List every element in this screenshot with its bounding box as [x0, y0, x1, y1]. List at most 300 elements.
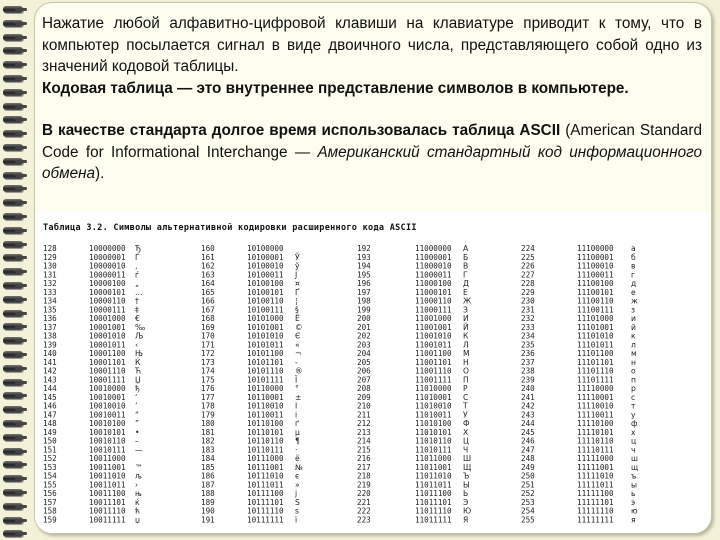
- table-char: и: [631, 314, 636, 323]
- table-code: 146: [43, 401, 57, 411]
- table-code: 182: [201, 436, 215, 446]
- table-code: 170: [201, 331, 215, 341]
- table-binary: 10000001: [89, 252, 126, 262]
- table-code: 133: [43, 287, 57, 297]
- binding-ring: [3, 268, 23, 275]
- table-code: 167: [201, 305, 215, 315]
- table-binary: 10100111: [247, 305, 284, 315]
- table-code: 199: [357, 305, 371, 315]
- binding-ring: [3, 434, 23, 441]
- table-char: І: [295, 401, 298, 411]
- table-binary: 11010101: [415, 427, 452, 437]
- table-binary: 10110111: [247, 445, 284, 455]
- table-binary: 10111011: [247, 480, 284, 490]
- table-char: •: [135, 427, 140, 437]
- table-char: ±: [295, 392, 302, 402]
- table-binary: 11110111: [577, 445, 614, 455]
- table-code: 189: [201, 497, 215, 507]
- table-code: 193: [357, 252, 371, 262]
- table-char: Ш: [463, 454, 472, 463]
- table-code: 200: [357, 314, 371, 323]
- table-char: ф: [631, 419, 638, 428]
- table-binary: 10101100: [247, 349, 284, 358]
- table-binary: 11100000: [577, 244, 614, 253]
- binding-ring: [3, 75, 23, 82]
- table-char: ќ: [135, 497, 140, 507]
- table-char: ¶: [295, 436, 300, 446]
- table-char: е: [631, 287, 636, 297]
- table-char: ¬: [295, 349, 302, 358]
- table-binary: 11010111: [415, 445, 452, 455]
- table-char: й: [631, 322, 636, 332]
- table-code: 230: [521, 296, 535, 306]
- table-binary: 10001101: [89, 357, 126, 367]
- table-code: 208: [357, 384, 371, 393]
- table-binary: 11000010: [415, 261, 452, 271]
- table-code: 237: [521, 357, 535, 367]
- table-binary: 10011110: [89, 506, 126, 516]
- table-code: 135: [43, 305, 57, 315]
- definition-paragraph: Кодовая таблица — это внутреннее представление символов в компьютере.: [42, 79, 629, 97]
- table-binary: 11000000: [415, 244, 452, 253]
- table-char: Ё: [295, 314, 300, 323]
- table-binary: 11100111: [577, 305, 614, 315]
- table-char: З: [463, 305, 468, 315]
- table-char: ж: [631, 296, 638, 306]
- table-binary: 10001111: [89, 375, 126, 385]
- table-binary: 10110000: [247, 384, 284, 393]
- table-binary: 10000110: [89, 296, 126, 306]
- table-code: 198: [357, 296, 371, 306]
- table-char: ‡: [135, 305, 139, 315]
- binding-ring: [3, 199, 23, 206]
- table-code: 214: [357, 436, 371, 446]
- table-char: С: [463, 392, 469, 402]
- table-char: о: [631, 366, 636, 376]
- table-char: г: [631, 270, 635, 280]
- table-code: 180: [201, 419, 215, 428]
- table-binary: 10111101: [247, 497, 284, 507]
- table-code: 144: [43, 384, 57, 393]
- table-code: 254: [521, 506, 535, 516]
- table-code: 246: [521, 436, 535, 446]
- table-binary: 10011001: [89, 462, 126, 472]
- ascii-table-image: [35, 211, 711, 533]
- table-binary: 10101101: [247, 357, 284, 367]
- table-binary: 10010110: [89, 436, 126, 446]
- table-code: 188: [201, 489, 215, 498]
- table-code: 226: [521, 261, 535, 271]
- table-char: з: [631, 305, 636, 315]
- table-binary: 10001000: [89, 314, 126, 323]
- table-char: ю: [631, 506, 638, 516]
- table-code: 153: [43, 462, 57, 472]
- table-char: џ: [135, 515, 140, 525]
- table-binary: 10011000: [89, 454, 126, 463]
- binding-ring: [3, 116, 23, 123]
- table-char: в: [631, 261, 636, 271]
- table-binary: 11100110: [577, 296, 614, 306]
- table-code: 215: [357, 445, 371, 455]
- table-code: 240: [521, 384, 535, 393]
- binding-ring: [3, 89, 23, 96]
- table-code: 233: [521, 322, 535, 332]
- table-char: Ј: [295, 270, 298, 280]
- table-code: 194: [357, 261, 371, 271]
- table-binary: 11000100: [415, 279, 452, 288]
- table-code: 131: [43, 270, 57, 280]
- table-code: 248: [521, 454, 535, 463]
- binding-ring: [3, 365, 23, 372]
- ascii-translation: Американский стандартный код информационного обмена: [42, 143, 702, 182]
- table-binary: 10110110: [247, 436, 284, 446]
- table-code: 191: [201, 515, 215, 525]
- binding-ring: [3, 379, 23, 386]
- table-char: Ж: [463, 296, 472, 306]
- table-char: Ф: [463, 419, 470, 428]
- table-code: 128: [43, 244, 57, 253]
- binding-ring: [3, 213, 23, 220]
- binding-ring: [3, 323, 23, 330]
- table-char: Ѕ: [295, 497, 300, 507]
- table-char: Џ: [135, 375, 141, 385]
- table-char: §: [295, 305, 299, 315]
- table-char: Х: [463, 427, 469, 437]
- table-code: 147: [43, 410, 57, 420]
- table-char: …: [135, 287, 143, 297]
- table-char: Ь: [463, 489, 469, 498]
- table-binary: 11110001: [577, 392, 614, 402]
- table-code: 250: [521, 471, 535, 481]
- table-char: А: [463, 244, 469, 253]
- table-code: 238: [521, 366, 535, 376]
- table-code: 166: [201, 296, 215, 306]
- table-char: ®: [295, 366, 303, 376]
- table-code: 204: [357, 349, 371, 358]
- binding-ring: [3, 392, 23, 399]
- table-code: 174: [201, 366, 215, 376]
- table-binary: 11110110: [577, 436, 614, 446]
- table-char: ш: [631, 454, 638, 463]
- table-char: Ђ: [135, 244, 141, 253]
- table-char: “: [135, 410, 139, 420]
- table-code: 156: [43, 489, 57, 498]
- table-code: 224: [521, 244, 535, 253]
- table-binary: 11010000: [415, 384, 452, 393]
- table-binary: 11011101: [415, 497, 452, 507]
- table-code: 202: [357, 331, 371, 341]
- table-binary: 10111110: [247, 506, 284, 516]
- binding-ring: [3, 254, 23, 261]
- table-code: 221: [357, 497, 371, 507]
- table-code: 234: [521, 331, 535, 341]
- table-binary: 11011001: [415, 462, 452, 472]
- table-code: 152: [43, 454, 57, 463]
- binding-ring: [3, 448, 23, 455]
- table-char: ґ: [295, 419, 299, 428]
- table-code: 139: [43, 340, 57, 350]
- binding-ring: [3, 503, 23, 510]
- table-binary: 11000101: [415, 287, 452, 297]
- table-code: 206: [357, 366, 371, 376]
- table-binary: 10101011: [247, 340, 284, 350]
- table-char: П: [463, 375, 469, 385]
- table-char: б: [631, 252, 636, 262]
- table-binary: 10111111: [247, 515, 284, 525]
- table-binary: 10110010: [247, 401, 284, 411]
- binding-ring: [3, 489, 23, 496]
- table-code: 247: [521, 445, 535, 455]
- table-binary: 10100110: [247, 296, 284, 306]
- table-binary: 11010001: [415, 392, 452, 402]
- table-code: 227: [521, 270, 535, 280]
- binding-ring: [3, 296, 23, 303]
- table-code: 213: [357, 427, 371, 437]
- table-code: 235: [521, 340, 535, 350]
- table-code: 219: [357, 480, 371, 490]
- table-char: Љ: [135, 331, 144, 341]
- table-binary: 10010000: [89, 384, 126, 393]
- table-binary: 10011010: [89, 471, 126, 481]
- table-code: 207: [357, 375, 371, 385]
- binding-ring: [3, 227, 23, 234]
- table-binary: 11000111: [415, 305, 452, 315]
- table-code: 245: [521, 427, 535, 437]
- table-code: 160: [201, 244, 215, 253]
- table-char: ‹: [135, 340, 139, 350]
- table-code: 175: [201, 375, 215, 385]
- ascii-end: ).: [95, 165, 105, 182]
- table-binary: 11010100: [415, 419, 452, 428]
- table-code: 249: [521, 462, 535, 472]
- table-code: 218: [357, 471, 371, 481]
- table-char: ъ: [631, 471, 637, 481]
- table-char: —: [135, 445, 143, 455]
- table-binary: 11100010: [577, 261, 614, 271]
- table-code: 179: [201, 410, 215, 420]
- table-caption: Таблица 3.2. Символы альтернативной кодировки расширенного кода ASCII: [43, 223, 417, 233]
- table-code: 210: [357, 401, 371, 411]
- table-char: Е: [463, 287, 468, 297]
- table-char: Ќ: [135, 357, 141, 367]
- table-code: 209: [357, 392, 371, 402]
- binding-ring: [3, 420, 23, 427]
- table-char: д: [631, 279, 637, 288]
- table-char: ”: [135, 419, 139, 428]
- table-code: 164: [201, 279, 215, 288]
- table-char: п: [631, 375, 636, 385]
- table-char: а: [631, 244, 636, 253]
- table-binary: 10000100: [89, 279, 126, 288]
- table-code: 217: [357, 462, 371, 472]
- table-char: Ѓ: [135, 252, 140, 262]
- binding-ring: [3, 337, 23, 344]
- table-binary: 10100011: [247, 270, 284, 280]
- table-binary: 11101010: [577, 331, 614, 341]
- table-binary: 10000111: [89, 305, 126, 315]
- table-code: 195: [357, 270, 371, 280]
- binding-ring: [3, 20, 23, 27]
- table-binary: 11000110: [415, 296, 452, 306]
- table-binary: 11001101: [415, 357, 452, 367]
- binding-ring: [3, 185, 23, 192]
- binding-ring: [3, 351, 23, 358]
- table-char: Я: [463, 515, 469, 525]
- table-char: Њ: [135, 349, 143, 358]
- table-binary: 10100101: [247, 287, 284, 297]
- table-code: 169: [201, 322, 215, 332]
- table-binary: 10001100: [89, 349, 126, 358]
- table-binary: 11111000: [577, 454, 614, 463]
- table-binary: 11001111: [415, 375, 452, 385]
- table-binary: 10100000: [247, 244, 284, 253]
- table-code: 253: [521, 497, 535, 507]
- table-code: 161: [201, 252, 215, 262]
- binding-ring: [3, 475, 23, 482]
- table-char: Й: [463, 322, 469, 332]
- table-code: 196: [357, 279, 371, 288]
- table-binary: 11100100: [577, 279, 614, 288]
- table-char: µ: [295, 427, 300, 437]
- table-binary: 11111110: [577, 506, 614, 516]
- table-char: ц: [631, 436, 637, 446]
- table-char: х: [631, 427, 636, 437]
- table-code: 140: [43, 349, 57, 358]
- table-code: 173: [201, 357, 215, 367]
- table-code: 205: [357, 357, 371, 367]
- table-code: 216: [357, 454, 371, 463]
- table-char: Н: [463, 357, 469, 367]
- table-char: Ї: [295, 375, 298, 385]
- binding-ring: [3, 103, 23, 110]
- table-binary: 10011100: [89, 489, 126, 498]
- table-char: ё: [295, 454, 300, 463]
- table-char: т: [631, 401, 636, 411]
- table-char: „: [135, 279, 139, 288]
- binding-ring: [3, 61, 23, 68]
- table-char: р: [631, 384, 636, 393]
- table-char: ч: [631, 445, 636, 455]
- table-code: 171: [201, 340, 215, 350]
- table-binary: 11010011: [415, 410, 452, 420]
- table-code: 239: [521, 375, 535, 385]
- table-char: Д: [463, 279, 469, 288]
- table-char: с: [631, 392, 636, 402]
- table-code: 222: [357, 506, 371, 516]
- binding-ring: [3, 172, 23, 179]
- table-code: 132: [43, 279, 57, 288]
- table-code: 154: [43, 471, 57, 481]
- table-code: 201: [357, 322, 371, 332]
- table-char: Э: [463, 497, 469, 507]
- table-char: °: [295, 384, 299, 393]
- table-char: л: [631, 340, 636, 350]
- table-binary: 10101110: [247, 366, 284, 376]
- binding-ring: [3, 158, 23, 165]
- table-code: 183: [201, 445, 215, 455]
- table-char: ђ: [135, 384, 140, 393]
- table-char: Г: [463, 270, 468, 280]
- table-binary: 11101101: [577, 357, 614, 367]
- table-binary: 11010110: [415, 436, 452, 446]
- table-code: 242: [521, 401, 535, 411]
- table-code: 157: [43, 497, 57, 507]
- table-binary: 11101011: [577, 340, 614, 350]
- table-binary: 11111001: [577, 462, 614, 472]
- table-binary: 11010010: [415, 401, 452, 411]
- table-char: і: [295, 410, 298, 420]
- table-code: 244: [521, 419, 535, 428]
- table-char: Р: [463, 384, 468, 393]
- table-binary: 10001011: [89, 340, 126, 350]
- table-char: к: [631, 331, 636, 341]
- table-code: 203: [357, 340, 371, 350]
- intro-paragraph: Нажатие любой алфавитно-цифровой клавиши на клавиатуре приводит к тому, что в компьютер посылается сигнал в виде двоичного числа, представляющего собой одно из значений кодовой таблицы.: [42, 15, 702, 75]
- table-binary: 10100010: [247, 261, 284, 271]
- table-char: Ў: [295, 252, 300, 262]
- table-char: Ю: [463, 506, 472, 516]
- table-binary: 10100100: [247, 279, 284, 288]
- table-binary: 10001010: [89, 331, 126, 341]
- table-char: В: [463, 261, 469, 271]
- table-code: 148: [43, 419, 57, 428]
- table-binary: 11100101: [577, 287, 614, 297]
- table-code: 225: [521, 252, 535, 262]
- table-binary: 10010101: [89, 427, 126, 437]
- binding-ring: [3, 310, 23, 317]
- table-code: 145: [43, 392, 57, 402]
- table-char: И: [463, 314, 469, 323]
- table-char: О: [463, 366, 469, 376]
- table-code: 255: [521, 515, 535, 525]
- table-char: Ч: [463, 445, 469, 455]
- table-code: 251: [521, 480, 535, 490]
- binding-ring: [3, 461, 23, 468]
- binding-ring: [3, 47, 23, 54]
- table-binary: 10001110: [89, 366, 126, 376]
- table-char: ™: [135, 462, 143, 472]
- table-code: 211: [357, 410, 371, 420]
- table-code: 130: [43, 261, 57, 271]
- binding-ring: [3, 282, 23, 289]
- table-char: Ћ: [135, 366, 141, 376]
- table-code: 151: [43, 445, 57, 455]
- table-binary: 10010111: [89, 445, 126, 455]
- table-char: є: [295, 471, 300, 481]
- table-binary: 11000001: [415, 252, 452, 262]
- table-char: -: [295, 357, 298, 367]
- table-binary: 11011010: [415, 471, 452, 481]
- table-code: 187: [201, 480, 215, 490]
- table-binary: 10101000: [247, 314, 284, 323]
- table-binary: 11101110: [577, 366, 614, 376]
- table-char: ’: [135, 401, 138, 411]
- table-code: 163: [201, 270, 215, 280]
- table-char: э: [631, 497, 636, 507]
- table-char: ›: [135, 480, 139, 490]
- table-binary: 11110000: [577, 384, 614, 393]
- table-code: 165: [201, 287, 215, 297]
- table-char: ·: [295, 445, 298, 455]
- table-binary: 11111111: [577, 515, 614, 525]
- table-binary: 11011111: [415, 515, 452, 525]
- table-binary: 11111100: [577, 489, 614, 498]
- table-code: 229: [521, 287, 535, 297]
- table-code: 212: [357, 419, 371, 428]
- table-char: ѓ: [135, 270, 139, 280]
- table-binary: 10100001: [247, 252, 284, 262]
- table-binary: 11101000: [577, 314, 614, 323]
